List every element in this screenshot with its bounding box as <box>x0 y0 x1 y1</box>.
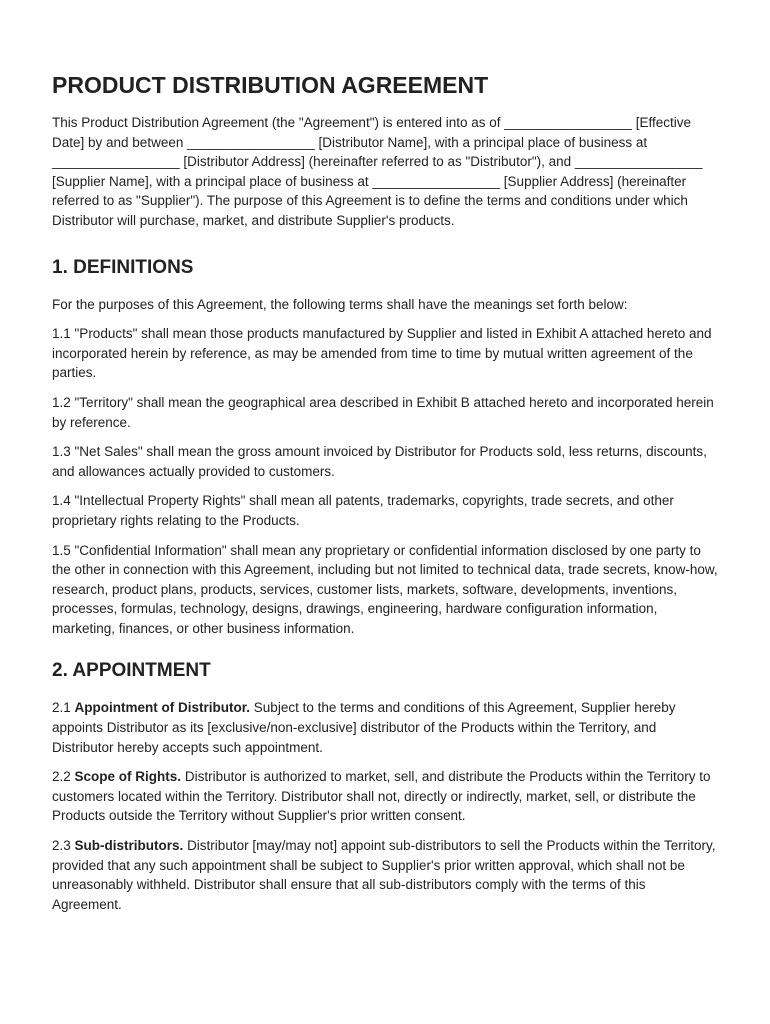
clause-1-4: 1.4 "Intellectual Property Rights" shall mean all patents, trademarks, copyrights, trade secrets, and other proprietary rights relating to the Products. <box>52 493 674 528</box>
clause-title: Appointment of Distributor. <box>74 700 251 716</box>
section-heading-definitions: 1. DEFINITIONS <box>52 256 194 278</box>
clause-1-2: 1.2 "Territory" shall mean the geographical area described in Exhibit B attached hereto and incorporated herein by reference. <box>52 394 714 430</box>
clause-1-1: 1.1 "Products" shall mean those products manufactured by Supplier and listed in Exhibit A attached hereto and incorporated herein by reference, as may be amended from time to time by mutual written agreement of the parties. <box>52 326 712 381</box>
clause-text: Distributor [may/may not] appoint sub-distributors to sell the Products within the Territory, provided that any such appointment shall be subject to Supplier's prior written approval, which shall not be unreasonably withheld. Distributor shall ensure that all sub-distributors comply with the terms of this Agreement. <box>52 838 716 912</box>
clause-text: Subject to the terms and conditions of this Agreement, Supplier hereby appoints Distributor as its [exclusive/non-exclusive] distributor of the Products within the Territory, and Distributor hereby accepts such appointment. <box>52 700 676 755</box>
definitions-lead: For the purposes of this Agreement, the following terms shall have the meanings set forth below: <box>52 296 628 312</box>
clause-2-3 <box>52 836 718 914</box>
clause-title: Scope of Rights. <box>74 769 182 785</box>
clause-text: Distributor is authorized to market, sell, and distribute the Products within the Territory to customers located within the Territory. Distributor shall not, directly or indirectly, market, sell, or distribute the Products outside the Territory without Supplier's prior written consent. <box>52 769 711 824</box>
section-heading-appointment: 2. APPOINTMENT <box>52 660 211 682</box>
clause-2-2 <box>52 767 718 826</box>
clause-1-3: 1.3 "Net Sales" shall mean the gross amount invoiced by Distributor for Products sold, less returns, discounts, and allowances actually provided to customers. <box>52 444 707 479</box>
clause-number: 2.3 <box>52 838 71 854</box>
clause-title: Sub-distributors. <box>74 838 184 854</box>
clause-1-5: 1.5 "Confidential Information" shall mean any proprietary or confidential information disclosed by one party to the other in connection with this Agreement, including but not limited to technical data, trade secrets, know-how, research, product plans, products, services, customer lists, markets, software, developments, inventions, processes, formulas, technology, designs, drawings, engineering, hardware configuration information, marketing, finances, or other business information. <box>52 542 718 636</box>
intro-paragraph: This Product Distribution Agreement (the "Agreement") is entered into as of _________________ [Effective Date] by and between _________________ [Distributor Name], with a principal place of business at _________________ [Distributor Address] (hereinafter referred to as "Distributor"), and _________________ [Supplier Name], with a principal place of business at _________________ [Supplier Address] (hereinafter referred to as "Supplier"). The purpose of this Agreement is to define the terms and conditions under which Distributor will purchase, market, and distribute Supplier's products. <box>52 115 703 228</box>
clause-number: 2.2 <box>52 769 71 785</box>
clause-2-1 <box>52 698 718 757</box>
document-title: PRODUCT DISTRIBUTION AGREEMENT <box>52 72 489 98</box>
clause-number: 2.1 <box>52 700 71 716</box>
